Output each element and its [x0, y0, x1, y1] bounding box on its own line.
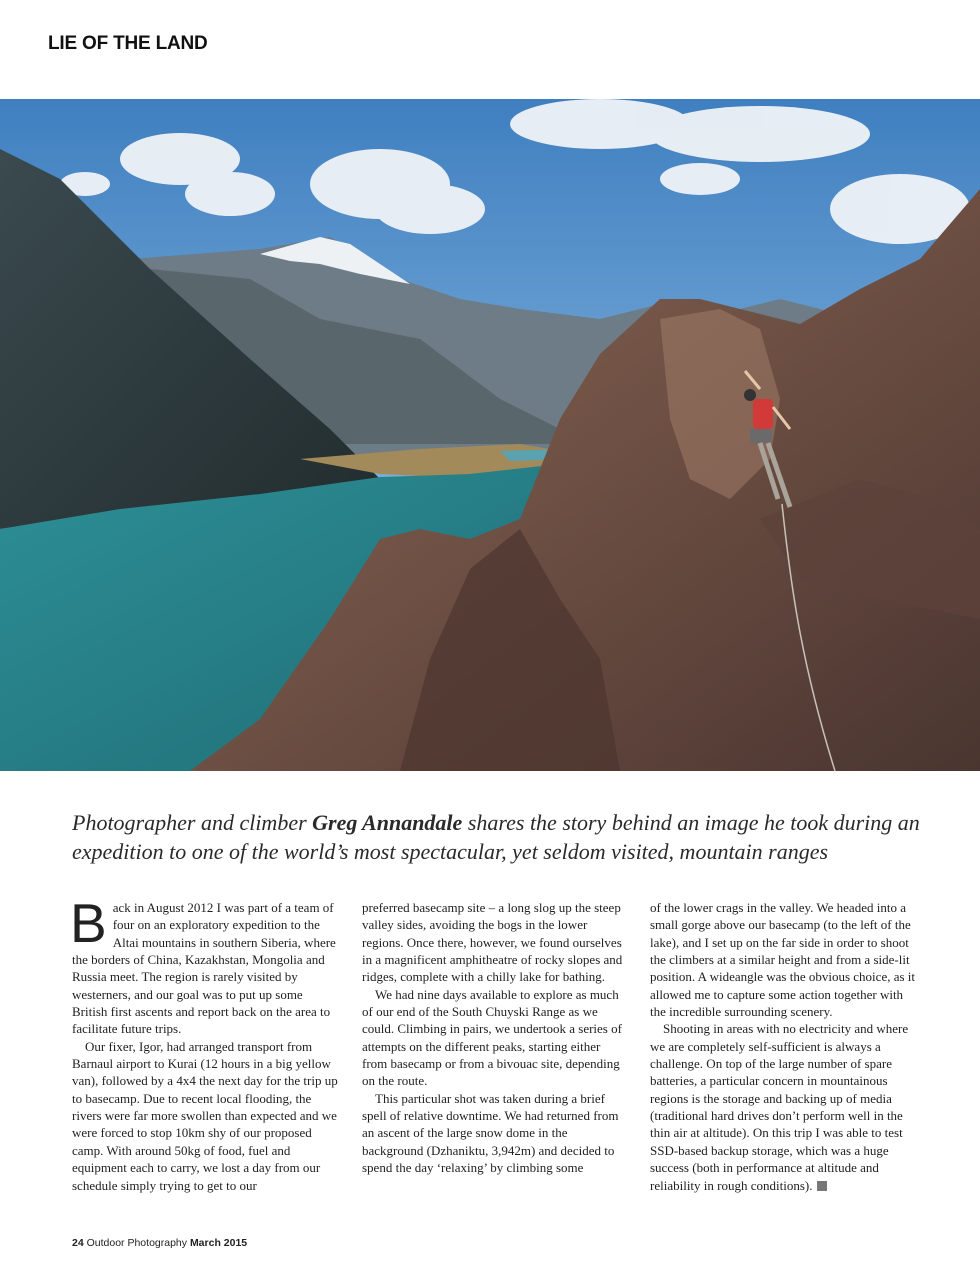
drop-cap: B [70, 892, 107, 954]
standfirst-rest: shares the story behind an image he took during an expedition to one of the world’s most spectacular, yet seldom visited, mountain ranges [72, 810, 920, 864]
feature-photo [0, 99, 980, 771]
paragraph: This particular shot was taken during a brief spell of relative downtime. We had returned from an ascent of the large snow dome in the background (Dzhaniktu, 3,942m) and decided to spend the day ‘relaxing’ by climbing some [362, 1090, 619, 1176]
issue-date: March 2015 [189, 1237, 248, 1249]
paragraph [70, 892, 338, 1038]
standfirst [72, 808, 922, 866]
section-label: LIE OF THE LAND [48, 33, 208, 54]
article-column-2 [362, 899, 628, 1177]
article-column-1 [70, 892, 338, 1194]
paragraph [650, 1020, 922, 1193]
paragraph: preferred basecamp site – a long slog up the steep valley sides, avoiding the bogs in the lower regions. Once there, however, we found ourselves in a magnificent amphitheatre of rocky slopes and ridges, complete with a chilly lake for bathing. [362, 900, 623, 985]
end-mark-icon [817, 1181, 827, 1191]
standfirst-intro: Photographer and climber [72, 810, 313, 835]
paragraph: of the lower crags in the valley. We headed into a small gorge above our basecamp (to the left of the lake), and I set up on the far side in order to shoot the climbers at a similar height and from a side-lit position. A wideangle was the obvious choice, as it allowed me to capture some action together with the incredible surrounding scenery. [650, 900, 916, 1020]
article-column-3 [650, 899, 922, 1194]
paragraph: We had nine days available to explore as much of our end of the South Chuyski Range as we could. Climbing in pairs, we undertook a series of attempts on the different peaks, starting either from basecamp or from a bivouac site, depending on the route. [362, 986, 622, 1089]
paragraph-text: ack in August 2012 I was part of a team of four on an exploratory expedition to the Altai mountains in southern Siberia, where the borders of China, Kazakhstan, Mongolia and Russia meet. The region is rarely visited by westerners, and our goal was to put up some British first ascents and report back on the area to facilitate future trips. [72, 900, 336, 1037]
paragraph-text: Shooting in areas with no electricity and where we are completely self-sufficient is always a challenge. On top of the large number of spare batteries, a particular concern in mountainous regions is the storage and backing up of media (traditional hard drives don’t perform well in the thin air at altitude). On this trip I was able to test SSD-based backup storage, which was a huge success (both in performance at altitude and reliability in rough conditions). [650, 1021, 909, 1193]
page-number: 24 [72, 1237, 84, 1249]
paragraph: Our fixer, Igor, had arranged transport from Barnaul airport to Kurai (12 hours in a big yellow van), followed by a 4x4 the next day for the trip up to basecamp. Due to recent local flooding, the rivers were far more swollen than expected and we were forced to stop 10km shy of our proposed camp. With around 50kg of food, fuel and equipment each to carry, we lost a day from our schedule simply trying to get to our [72, 1038, 338, 1193]
photographer-name: Greg Annandale [312, 810, 463, 835]
page-footer [72, 1237, 247, 1249]
magazine-name: Outdoor Photography [86, 1237, 188, 1249]
